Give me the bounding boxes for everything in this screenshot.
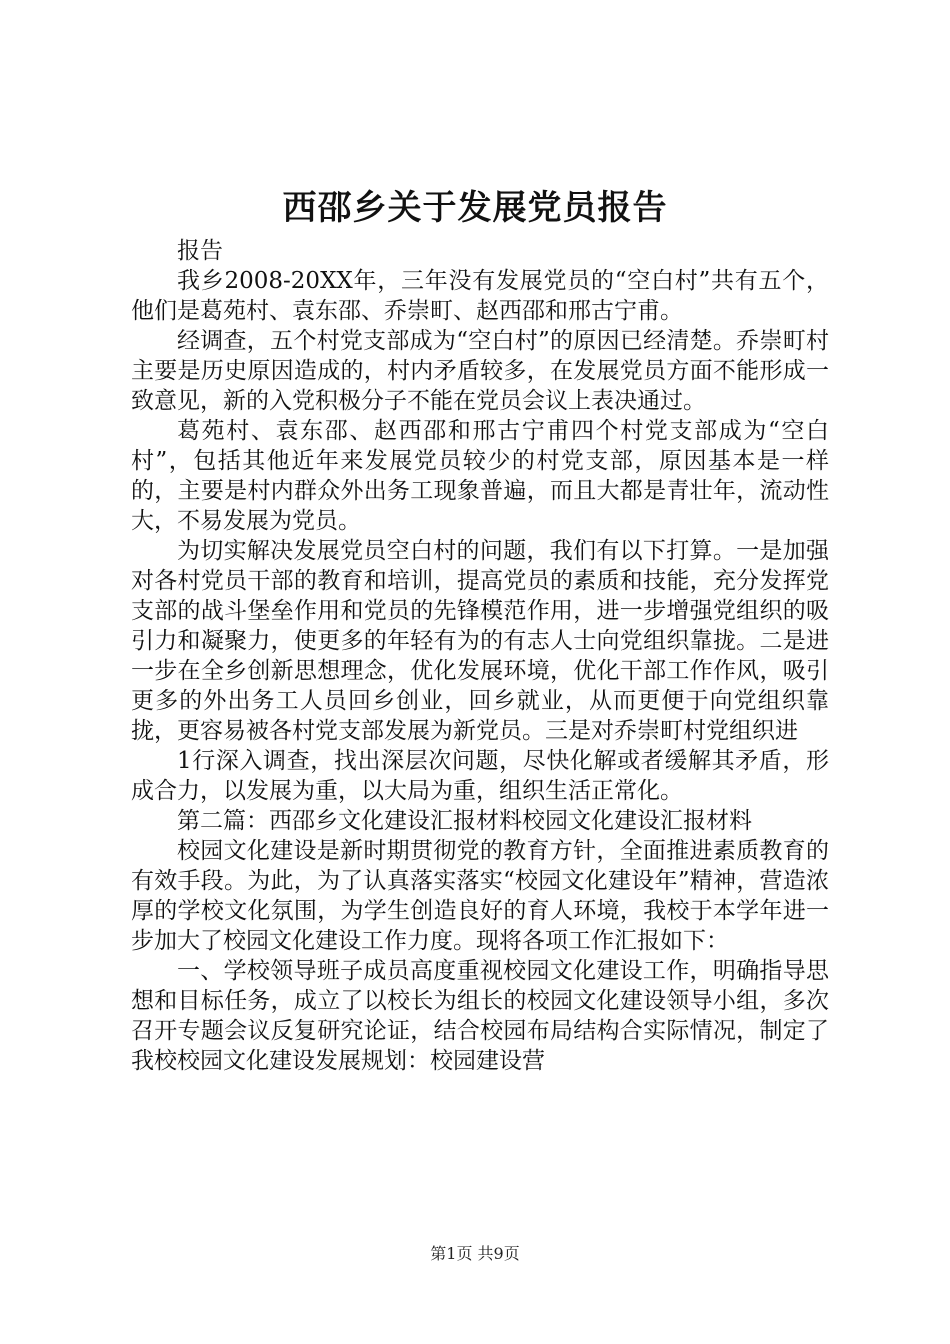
- paragraph: 报告: [177, 238, 223, 264]
- paragraph: 经调查，五个村党支部成为“空白村”的原因已经清楚。乔崇町村主要是历史原因造成的，村内矛盾较多，在发展党员方面不能形成一致意见，新的入党积极分子不能在党员会议上表决通过。: [131, 328, 829, 414]
- paragraph: 葛苑村、袁东邵、赵西邵和邢古宁甫四个村党支部成为“空白村”，包括其他近年来发展党员较少的村党支部，原因基本是一样的，主要是村内群众外出务工现象普遍，而且大都是青壮年，流动性大，不易发展为党员。: [131, 418, 829, 534]
- paragraph: 校园文化建设是新时期贯彻党的教育方针，全面推进素质教育的有效手段。为此，为了认真落实落实“校园文化建设年”精神，营造浓厚的学校文化氛围，为学生创造良好的育人环境，我校于本学年进一步加大了校园文化建设工作力度。现将各项工作汇报如下：: [131, 838, 829, 954]
- paragraph: 一、学校领导班子成员高度重视校园文化建设工作，明确指导思想和目标任务，成立了以校长为组长的校园文化建设领导小组，多次召开专题会议反复研究论证，结合校园布局结构合实际情况，制定了我校校园文化建设发展规划：校园建设营: [131, 958, 829, 1074]
- section-heading: 第二篇：西邵乡文化建设汇报材料校园文化建设汇报材料: [177, 808, 752, 834]
- paragraph: 我乡2008-20XX年，三年没有发展党员的“空白村”共有五个，他们是葛苑村、袁东邵、乔崇町、赵西邵和邢古宁甫。: [131, 268, 829, 324]
- document-body: [131, 236, 829, 1076]
- paragraph: 1行深入调查，找出深层次问题，尽快化解或者缓解其矛盾，形成合力，以发展为重，以大局为重，组织生活正常化。: [131, 748, 829, 804]
- page-footer: 第1页 共9页: [430, 1244, 520, 1263]
- paragraph: 为切实解决发展党员空白村的问题，我们有以下打算。一是加强对各村党员干部的教育和培训，提高党员的素质和技能，充分发挥党支部的战斗堡垒作用和党员的先锋模范作用，进一步增强党组织的吸引力和凝聚力，使更多的年轻有为的有志人士向党组织靠拢。二是进一步在全乡创新思想理念，优化发展环境，优化干部工作作风，吸引更多的外出务工人员回乡创业，回乡就业，从而更便于向党组织靠拢，更容易被各村党支部发展为新党员。三是对乔崇町村党组织进: [131, 538, 829, 744]
- document-title: 西邵乡关于发展党员报告: [282, 188, 668, 228]
